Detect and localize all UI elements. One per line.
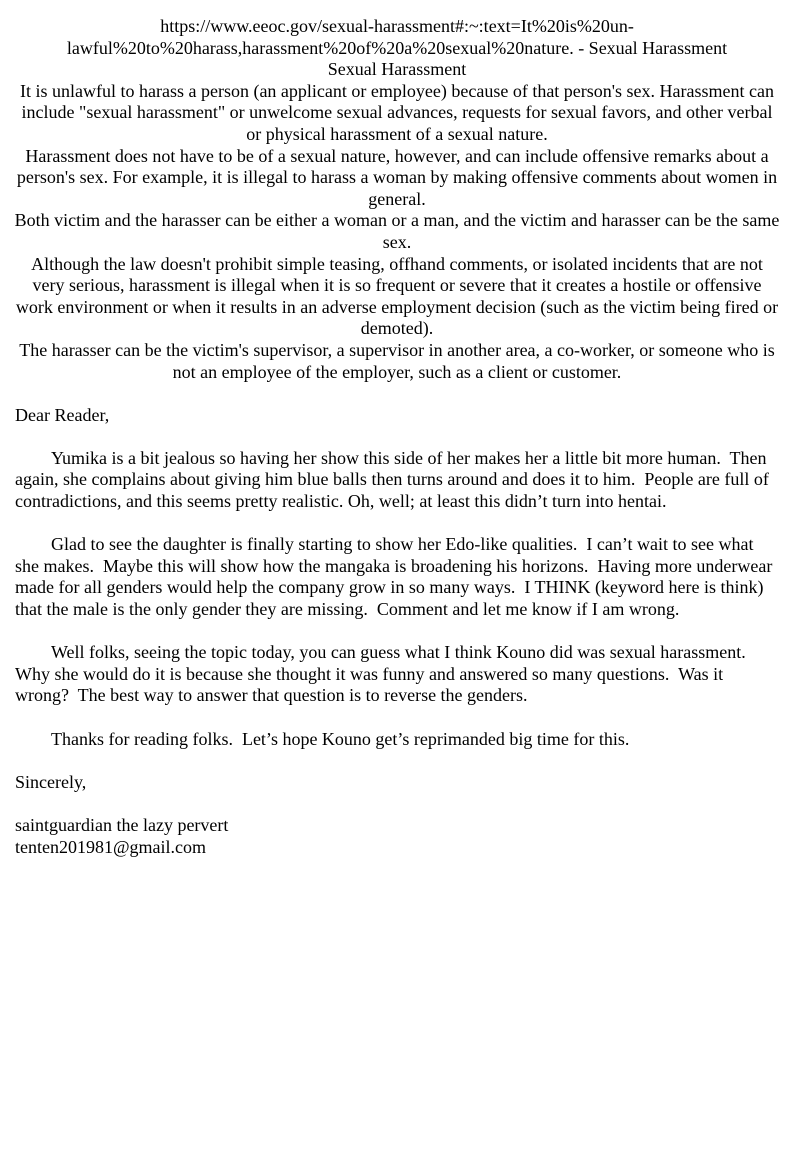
text-line: very serious, harassment is illegal when it is so frequent or severe that it creates a hostile or offensive	[32, 275, 762, 296]
header-paragraph	[10, 146, 784, 211]
letter-paragraph	[15, 448, 780, 513]
signature-block	[15, 815, 780, 858]
text-line: general.	[368, 188, 426, 209]
text-line: work environment or when it results in an adverse employment decision (such as the victim being fired or	[15, 296, 779, 317]
text-line: Harassment does not have to be of a sexual nature, however, and can include offensive remarks about a	[25, 145, 769, 166]
text-line: or physical harassment of a sexual nature.	[246, 123, 548, 144]
text-line: include "sexual harassment" or unwelcome sexual advances, requests for sexual favors, and other verbal	[21, 102, 773, 123]
text-line: sex.	[382, 231, 412, 252]
header-title: Sexual Harassment	[327, 59, 467, 80]
text-line: Thanks for reading folks. Let’s hope Kouno get’s reprimanded big time for this.	[51, 728, 630, 749]
text-line: wrong? The best way to answer that question is to reverse the genders.	[15, 685, 528, 706]
signature-name: saintguardian the lazy pervert	[15, 814, 229, 835]
text-line: demoted).	[360, 318, 434, 339]
letter-block	[15, 405, 780, 858]
text-line: made for all genders would help the company grow in so many ways. I THINK (keyword here is think)	[15, 577, 764, 598]
letter-paragraph	[15, 534, 780, 620]
header-paragraph	[10, 254, 784, 340]
text-line: Well folks, seeing the topic today, you can guess what I think Kouno did was sexual harassment.	[51, 642, 746, 663]
text-line: It is unlawful to harass a person (an applicant or employee) because of that person's sex. Harassment can	[20, 80, 774, 101]
text-line: Both victim and the harasser can be either a woman or a man, and the victim and harasser can be the same	[14, 210, 780, 231]
header-paragraph	[10, 210, 784, 253]
header-paragraph	[10, 81, 784, 146]
text-line: contradictions, and this seems pretty realistic. Oh, well; at least this didn’t turn into hentai.	[15, 491, 667, 512]
text-line: Although the law doesn't prohibit simple teasing, offhand comments, or isolated incidents that are not	[31, 253, 763, 274]
text-line: person's sex. For example, it is illegal to harass a woman by making offensive comments about women in	[16, 167, 778, 188]
source-url-line: https://www.eeoc.gov/sexual-harassment#:~:text=It%20is%20un-	[160, 16, 634, 36]
text-line: Yumika is a bit jealous so having her show this side of her makes her a little bit more human. Then	[51, 447, 767, 468]
text-line: The harasser can be the victim's supervisor, a supervisor in another area, a co-worker, or someone who is	[19, 339, 775, 360]
source-url-line: lawful%20to%20harass,harassment%20of%20a%20sexual%20nature. - Sexual Harassment	[66, 37, 728, 58]
salutation	[15, 405, 780, 427]
salutation-text: Dear Reader,	[15, 404, 110, 425]
signature-email: tenten201981@gmail.com	[15, 836, 207, 857]
header-block	[10, 16, 784, 383]
text-line: Why she would do it is because she thought it was funny and answered so many questions. Was it	[15, 663, 724, 684]
text-line: again, she complains about giving him blue balls then turns around and does it to him. People are full of	[15, 469, 769, 490]
header-paragraph	[10, 340, 784, 383]
closing	[15, 772, 780, 794]
text-line: that the male is the only gender they are missing. Comment and let me know if I am wrong.	[15, 599, 680, 620]
letter-paragraph	[15, 729, 780, 751]
text-line: she makes. Maybe this will show how the mangaka is broadening his horizons. Having more underwear	[15, 555, 773, 576]
closing-text: Sincerely,	[15, 771, 87, 792]
text-line: not an employee of the employer, such as a client or customer.	[172, 361, 622, 382]
letter-paragraph	[15, 642, 780, 707]
text-line: Glad to see the daughter is finally starting to show her Edo-like qualities. I can’t wait to see what	[51, 534, 754, 555]
